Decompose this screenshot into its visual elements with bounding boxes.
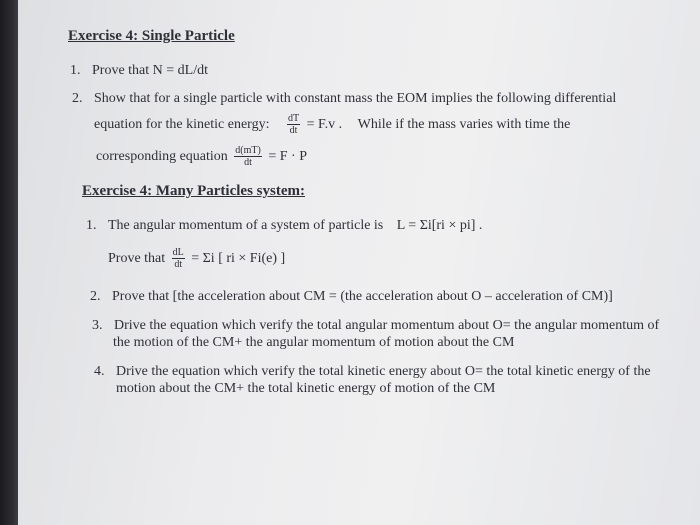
fraction-denominator: dt — [174, 259, 183, 270]
torque-formula: = Σi [ ri × Fi(e) ] — [191, 251, 286, 267]
fraction-denominator: dt — [289, 125, 298, 136]
equation-rhs: = F · P — [268, 149, 307, 165]
item-text: Drive the equation which verify the total angular momentum about O= the angular momentum of — [114, 318, 660, 333]
many-item-1 — [86, 218, 482, 234]
many-item-1-prove — [108, 248, 285, 270]
single-item-1 — [70, 63, 208, 79]
single-item-2-line3 — [96, 146, 307, 168]
item-text: Prove that N = dL/dt — [92, 63, 208, 78]
item-text: Prove that — [108, 251, 166, 267]
many-item-4-line1 — [94, 364, 651, 380]
fraction-dT-dt — [287, 114, 300, 136]
item-text: Prove that [the acceleration about CM = (the acceleration about O – acceleration of CM)] — [112, 289, 613, 304]
fraction-numerator: dL — [172, 247, 184, 258]
single-particle-heading: Exercise 4: Single Particle — [68, 28, 235, 44]
item-text: While if the mass varies with time the — [357, 117, 571, 133]
fraction-dL-dt — [172, 248, 185, 270]
item-text: Drive the equation which verify the total kinetic energy about O= the total kinetic energy of the — [116, 364, 651, 379]
many-item-2 — [90, 289, 613, 305]
angular-momentum-formula: L = Σi[ri × pi] . — [396, 218, 483, 233]
item-number: 2. — [72, 91, 83, 106]
single-item-2-line2 — [94, 114, 570, 136]
equation-rhs: = F.v . — [306, 117, 343, 133]
item-text: Show that for a single particle with constant mass the EOM implies the following differential — [94, 91, 617, 106]
item-number: 1. — [86, 218, 97, 233]
many-item-4-line2: motion about the CM+ the total kinetic energy of motion of the CM — [116, 381, 496, 396]
single-item-2-line1 — [72, 91, 616, 107]
fraction-dmT-dt — [234, 146, 262, 168]
item-text: The angular momentum of a system of particle is — [108, 218, 384, 233]
item-number: 4. — [94, 364, 105, 379]
many-item-3-line1 — [92, 318, 659, 334]
fraction-denominator: dt — [244, 157, 252, 168]
fraction-numerator: d(mT) — [235, 145, 261, 156]
many-item-3-line2: the motion of the CM+ the angular momentum of motion about the CM — [113, 335, 515, 350]
item-number: 2. — [90, 289, 101, 304]
fraction-numerator: dT — [287, 113, 300, 124]
item-text: corresponding equation — [96, 149, 228, 165]
item-number: 3. — [92, 318, 103, 333]
many-particles-heading: Exercise 4: Many Particles system: — [82, 183, 305, 199]
item-text: equation for the kinetic energy: — [94, 117, 270, 133]
item-number: 1. — [70, 63, 81, 78]
